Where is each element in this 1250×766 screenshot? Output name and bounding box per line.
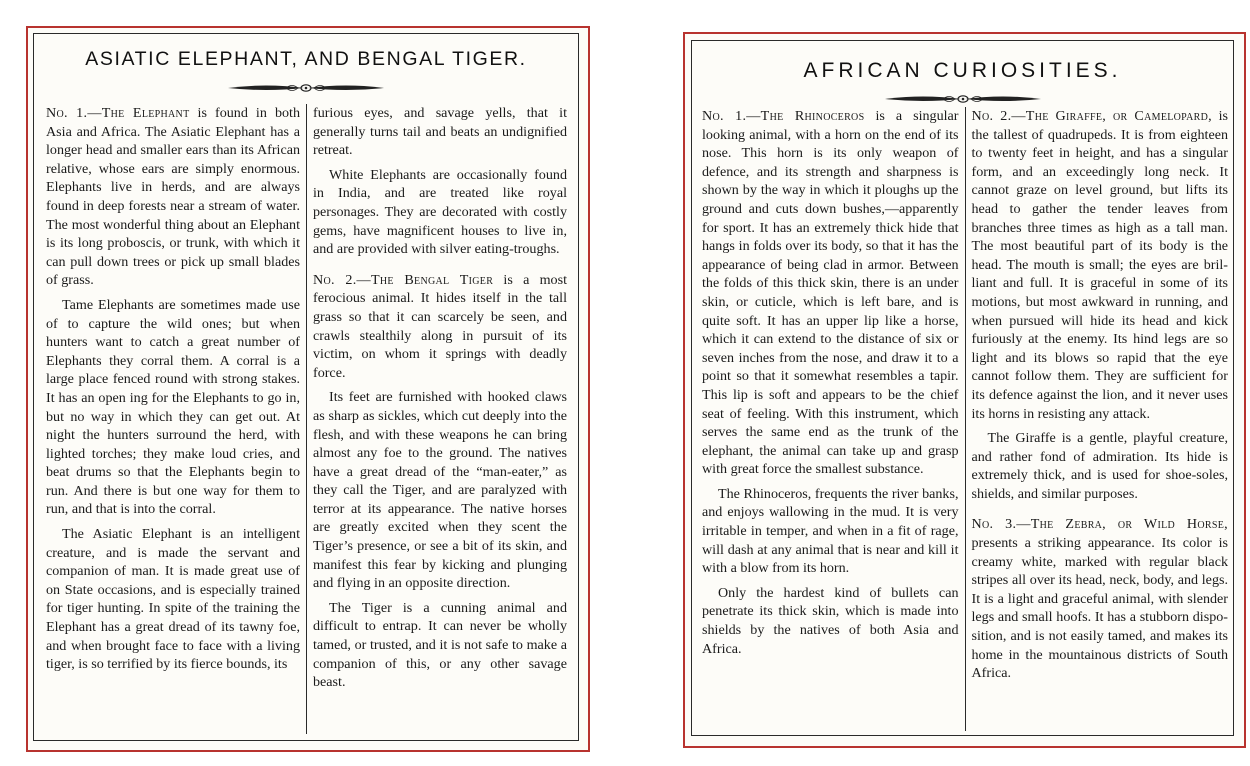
tiger-paragraph-2: Its feet are furnished with hooked claws as sharp as sickles, which cut deeply into the flesh, and with these weapons he can bring almost any foe to the ground. The natives have a great dread of the “man-eater,” as they call the Tiger, and are paralyzed with terror at its appearance. The native horses are greatly excited when they scent the Tiger’s presence, or see a bit of its skin, and manifest this fear by kicking and plunging and flying in an opposite direction.: [313, 389, 567, 592]
column-left-1: [46, 104, 307, 734]
giraffe-paragraph-2: The Giraffe is a gentle, playful creature, and rather fond of admiration. Its hide is extremely thick, and is used for shoe-soles, shields, and similar purposes.: [971, 430, 1228, 502]
column-right-1: [702, 107, 966, 731]
column-right-2: [966, 107, 1229, 731]
elephant-paragraph-5: White Elephants are occasionally found in India, and are treated like royal personages. They are decorated with costly gems, have magnificent houses to live in, and are provided with silver eating-troughs.: [313, 166, 567, 258]
page-left: [26, 26, 590, 752]
giraffe-text-1: is the tallest of quadrupeds. It is from eighteen to twenty feet in height, and has a singular form, and an exceedingly long neck. It cannot graze on level ground, but lifts its head to gather the tender leaves from branches three times as high as a tall man. The most beautiful part of its body is the head. The mouth is small; the eyes are brilliant and full. It is graceful in some of its motions, but most awkward in running, and when pursued will hide its head and kick furiously at the enemy. Its hind legs are so light and its blows so rapid that the eye cannot follow them. They are sufficient for its defence against the lion, and it never uses its horns in resisting any attack.: [971, 108, 1228, 422]
page-right-frame: [691, 40, 1234, 736]
giraffe-heading: No. 2.—The Giraffe, or Camelopard,: [971, 108, 1212, 124]
elephant-paragraph-4: furious eyes, and savage yells, that it generally turns tail and beats an undignified retreat.: [313, 105, 567, 159]
zebra-heading: No. 3.—The Zebra, or Wild Horse,: [971, 516, 1228, 533]
rhinoceros-text-1: is a singular looking animal, with a horn on the end of its nose. This horn is its only weapon of defence, and its strength and sharpness is shown by the way in which it ploughs up the ground and cuts down bushes,—apparently for sport. It has an extremely thick hide that hangs in folds over its body, so that it has the appearance of being clad in armor. Between the folds of this thick skin, there is an under skin, or cuticle, which is left bare, and is quite soft. It has an upper lip like a horse, which it can extend to the distance of six or seven inches from the nose, and draw it to a point so that it somewhat resembles a tapir. This lip is soft and appears to be the chief seat of feeling. With this instrument, which serves the same end as the trunk of the elephant, the animal can take up and grasp with great force the smallest substance.: [702, 108, 959, 478]
rhinoceros-paragraph-1: [702, 107, 959, 479]
zebra-text-1: presents a striking appearance. Its color is creamy white, marked with regular black stripes all over its head, neck, body, and legs. It is a light and graceful animal, with slender legs and small hoofs. It has a stubborn disposition, and is not easily tamed, and makes its home in the mountainous districts of South Africa.: [971, 535, 1228, 682]
tiger-paragraph-1: [313, 271, 567, 383]
zebra-paragraph-1: [972, 515, 1229, 682]
column-left-2: [307, 104, 567, 734]
tiger-heading: No. 2.—The Bengal Tiger: [313, 271, 494, 288]
page-right: [683, 32, 1246, 748]
article-columns-right: [702, 107, 1228, 731]
tiger-text-1: is a most ferocious animal. It hides itself in the tall grass so that it can scarcely be seen, and crawls stealthily along in pursuit of its victim, on whom it springs with deadly force.: [313, 271, 568, 381]
elephant-text-1: is found in both Asia and Africa. The Asiatic Elephant has a longer head and smaller ears than its African relative, whose ears are simply enormous. Elephants live in herds, and are always found in deep forests near a stream of water. The most wonderful thing about an Elephant is its long proboscis, or trunk, with which it can pull down trees or pick up small blades of grass.: [46, 105, 300, 289]
rhinoceros-paragraph-3: Only the hardest kind of bullets can penetrate its thick skin, which is made into shields by the natives of both Asia and Africa.: [702, 584, 959, 657]
elephant-heading: No. 1.—The Elephant: [46, 105, 190, 121]
elephant-paragraph-2: Tame Elephants are sometimes made use of to capture the wild ones; but when hunters want to catch a great number of Elephants they corral them. A corral is a large place fenced round with strong stakes. It has an open ing for the Elephants to go in, but no way in which they can get out. At night the hunters surround the herd, with lighted torches; they make loud cries, and beat drums so that the Elephants begin to run. And there is but one way for them to run, and that is into the corral.: [46, 296, 300, 518]
giraffe-paragraph-1: [972, 107, 1229, 423]
article-columns-left: [46, 104, 567, 734]
page-title-right: AFRICAN CURIOSITIES.: [803, 59, 1122, 82]
page-title-left: ASIATIC ELEPHANT, AND BENGAL TIGER.: [85, 48, 527, 70]
flourish-ornament-right: [883, 93, 1043, 105]
elephant-paragraph-3: The Asiatic Elephant is an intelligent creature, and is made the servant and companion of man. It is made great use of on State occasions, and is especially trained for tiger hunting. In spite of the training the Elephant has a great dread of its tawny foe, and when brought face to face with a living tiger, is so terrified by its fierce bounds, its: [46, 526, 300, 673]
flourish-ornament-left: [226, 82, 386, 94]
elephant-paragraph-1: [46, 104, 300, 290]
page-left-frame: [33, 33, 579, 741]
rhinoceros-paragraph-2: The Rhinoceros, frequents the river banks, and enjoys wallowing in the mud. It is very irritable in temper, and when in a fit of rage, will dash at any animal that is near and kill it with a blow from its horn.: [702, 485, 959, 577]
rhinoceros-heading: No. 1.—The Rhinoceros: [702, 108, 865, 124]
tiger-paragraph-3: The Tiger is a cunning animal and difficult to entrap. It can never be wholly tamed, or trusted, and it is not safe to make a companion of this, or any other savage beast.: [313, 599, 567, 691]
